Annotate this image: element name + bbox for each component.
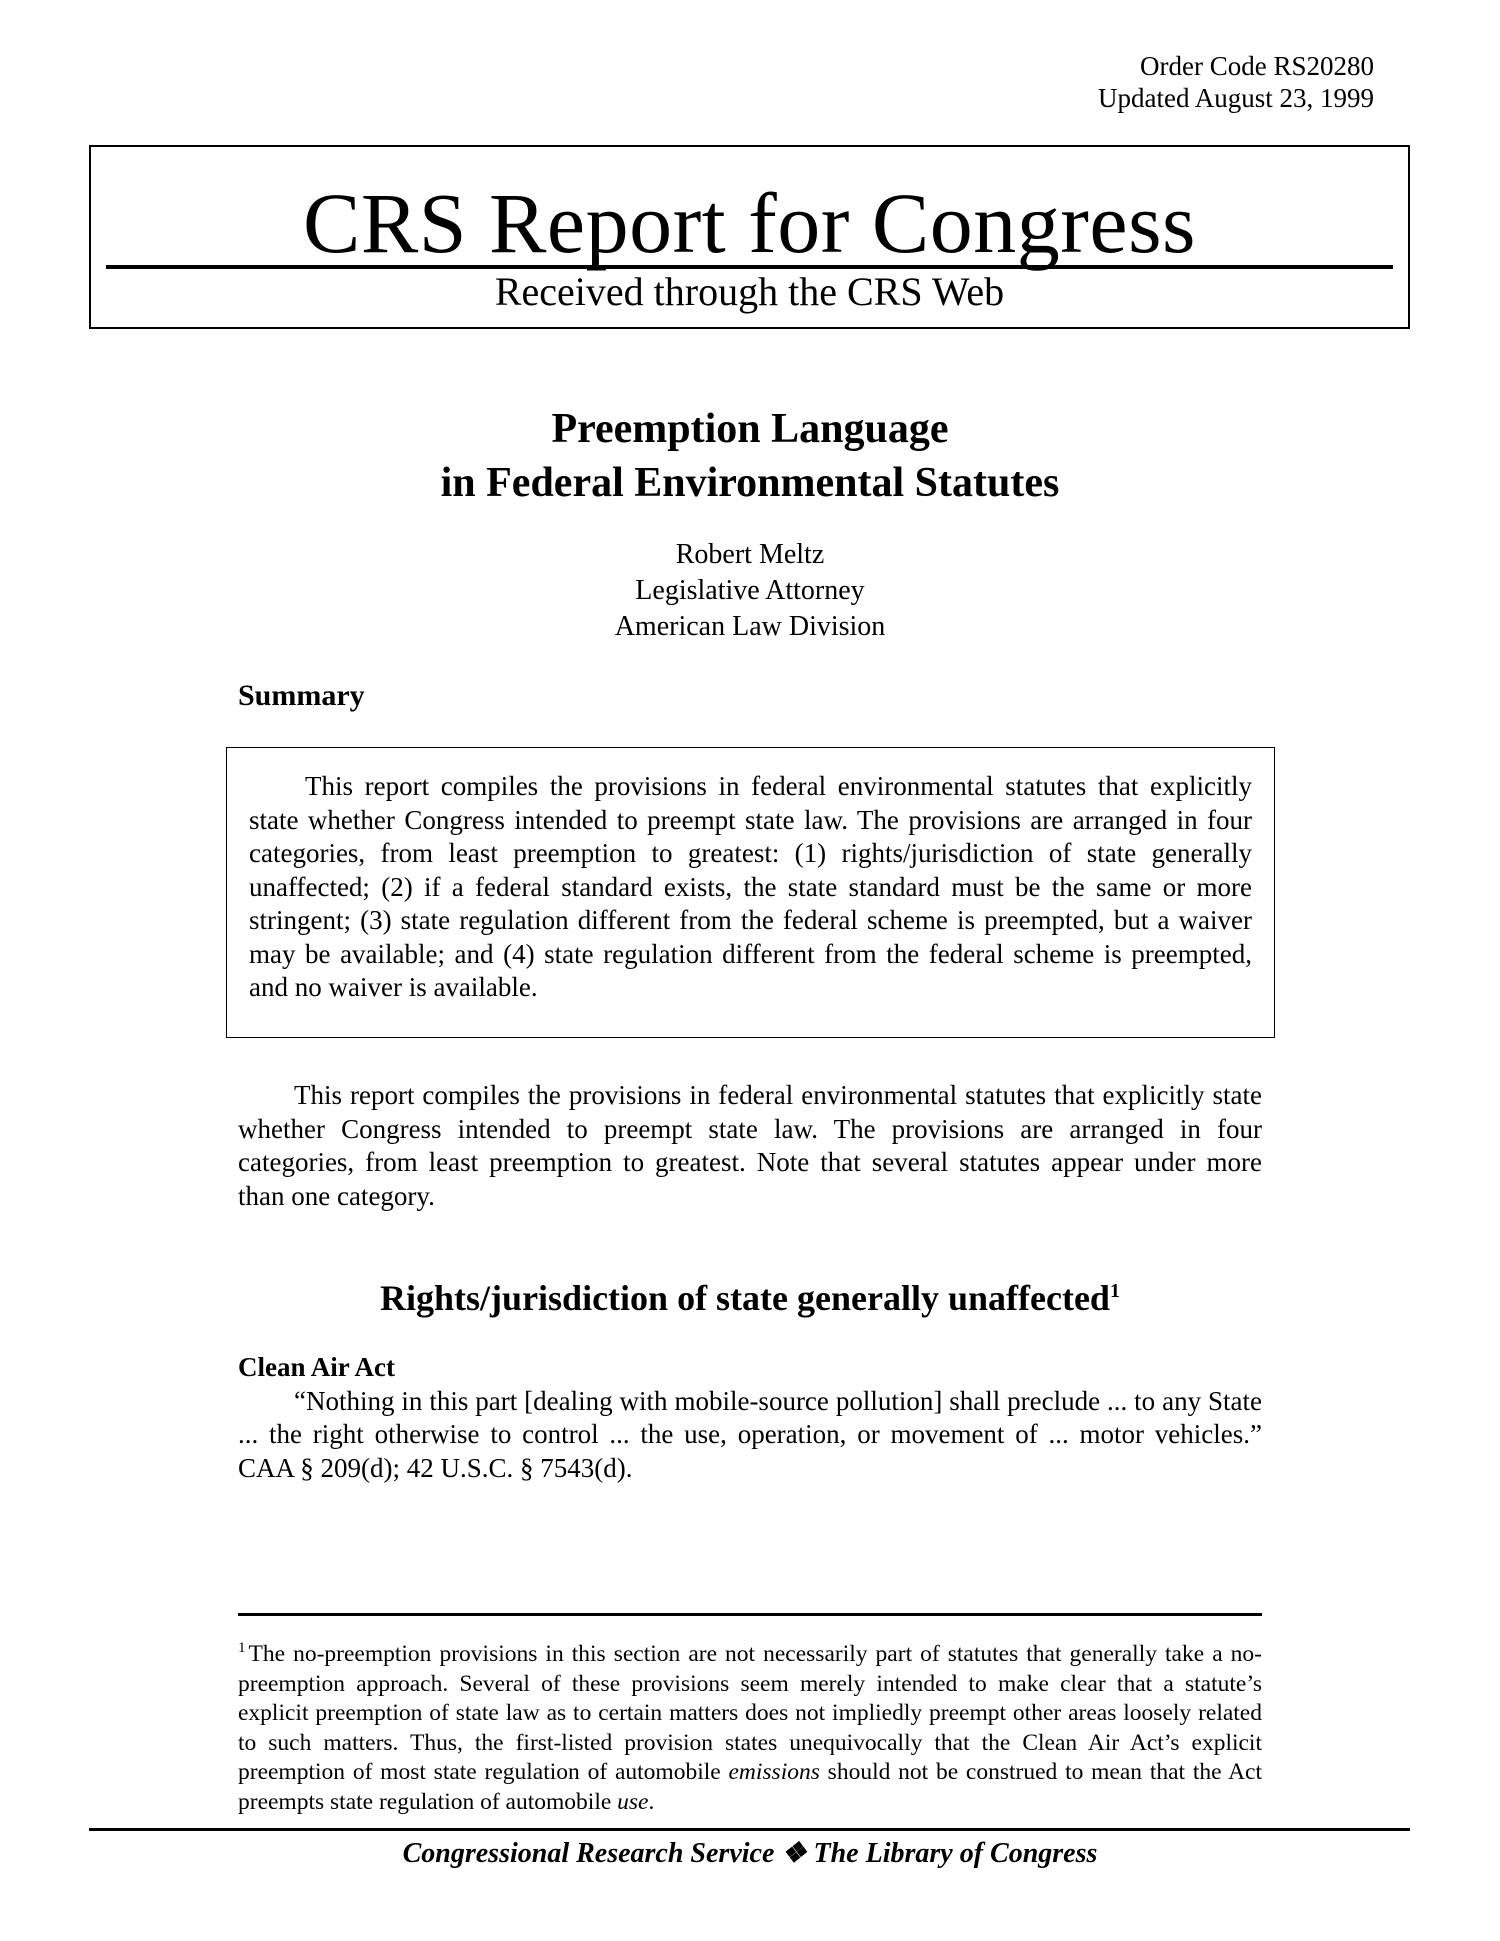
document-title <box>0 402 1500 510</box>
banner-title: CRS Report for Congress <box>303 175 1196 271</box>
updated-date: Updated August 23, 1999 <box>1098 83 1374 113</box>
document-title-line2: in Federal Environmental Statutes <box>440 460 1060 506</box>
footnote-emphasis-use: use <box>617 1788 649 1815</box>
footnote-divider <box>238 1613 1262 1616</box>
banner-subtitle: Received through the CRS Web <box>494 269 1005 314</box>
author-division: American Law Division <box>614 611 886 642</box>
footnote-text-part3: . <box>648 1788 655 1815</box>
footer-divider <box>89 1828 1410 1831</box>
clean-air-act-section <box>238 1351 1262 1485</box>
page-footer: Congressional Research Service ❖ The Library of Congress <box>402 1838 1098 1869</box>
author-name: Robert Meltz <box>675 539 825 570</box>
document-title-line1: Preemption Language <box>551 406 949 452</box>
footnote <box>238 1640 1262 1817</box>
order-code: Order Code RS20280 <box>1140 51 1374 81</box>
footnote-text-part2: should not be construed to mean that the Act preempts state regulation of automobile <box>238 1759 1262 1815</box>
summary-text: This report compiles the provisions in federal environmental statutes that explicitly state whether Congress intended to preempt state law. The provisions are arranged in four categories, from least preemption to greatest: (1) rights/jurisdiction of state generally unaffected; (2) if a federal standard exists, the state standard must be the same or more stringent; (3) state regulation different from the federal scheme is preempted, but a waiver may be available; and (4) state regulation different from the federal scheme is preempted, and no waiver is available. <box>249 771 1252 1002</box>
subsection-heading: Clean Air Act <box>238 1352 395 1382</box>
author-block <box>0 537 1500 645</box>
footnote-number: 1 <box>238 1640 246 1657</box>
order-code-block <box>954 50 1374 114</box>
section-heading <box>0 1276 1500 1320</box>
footnote-text-part1: The no-preemption provisions in this section are not necessarily part of statutes that generally take a no-preemption approach. Several of these provisions seem merely intended to make clear that a statute’s explicit preemption of state law as to certain matters does not impliedly preempt other areas loosely related to such matters. Thus, the first-listed provision states unequivocally that the Clean Air Act’s explicit preemption of most state regulation of automobile <box>238 1641 1262 1785</box>
intro-section <box>238 1079 1262 1213</box>
section-heading-text: Rights/jurisdiction of state generally unaffected <box>380 1278 1110 1318</box>
report-banner <box>89 145 1410 329</box>
subsection-text: “Nothing in this part [dealing with mobile-source pollution] shall preclude ... to any State ... the right otherwise to control ... the use, operation, or movement of ... motor vehicles.” CAA § 209(d); 42 U.S.C. § 7543(d). <box>238 1385 1262 1483</box>
summary-box <box>226 747 1275 1038</box>
summary-heading: Summary <box>238 679 365 712</box>
intro-paragraph: This report compiles the provisions in federal environmental statutes that explicitly state whether Congress intended to preempt state law. The provisions are arranged in four categories, from least preemption to greatest. Note that several statutes appear under more than one category. <box>238 1080 1262 1211</box>
footnote-emphasis-emissions: emissions <box>728 1759 820 1785</box>
author-title: Legislative Attorney <box>635 575 865 606</box>
footnote-reference: 1 <box>1109 1280 1120 1302</box>
